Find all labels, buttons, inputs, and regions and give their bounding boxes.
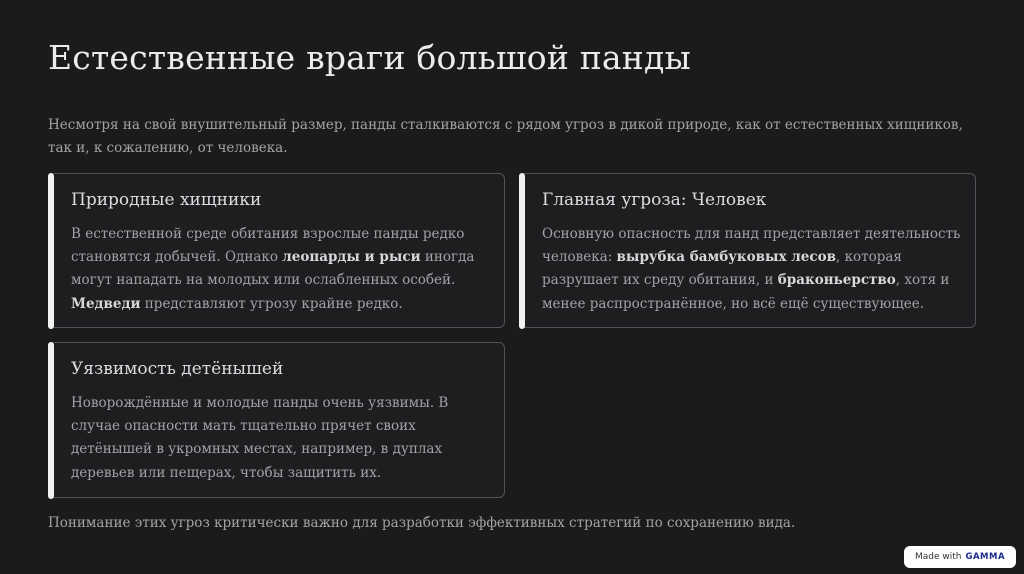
made-with-gamma-badge[interactable] [904,546,1016,568]
bold-phrase: вырубка бамбуковых лесов [616,249,836,266]
text-run: иногда могут нападать на молодых или ослабленных особей. [71,249,475,289]
card-title: Природные хищники [71,190,262,210]
card-accent-bar [519,173,525,329]
text-run: Основную опасность для панд представляет деятельность человека: [542,226,961,266]
text-run: Новорождённые и молодые панды очень уязвимы. В случае опасности мать тщательно прячет своих детёнышей в укромных местах, например, в дуплах деревьев или пещерах, чтобы защитить их. [71,395,449,481]
made-with-label: Made with [914,552,962,562]
gamma-logo: GAMMA [965,552,1006,562]
card-accent-bar [48,342,54,499]
text-run: представляют угрозу крайне редко. [140,295,403,312]
bold-phrase: леопарды и рыси [282,249,421,266]
card-title: Главная угроза: Человек [542,190,767,210]
card-cub-vulnerability [48,342,505,498]
text-run: , хотя и менее распространённое, но всё ещё существующее. [542,272,950,312]
text-run: , которая разрушает их среду обитания, и [542,249,902,289]
bold-phrase: Медведи [71,295,141,312]
text-run: В естественной среде обитания взрослые панды редко становятся добычей. Однако [71,226,465,266]
card-text [71,223,491,316]
card-accent-bar [48,173,54,329]
card-text [71,392,491,485]
card-natural-predators [48,173,505,328]
card-title: Уязвимость детёнышей [71,359,284,379]
footer-text: Понимание этих угроз критически важно для разработки эффективных стратегий по сохранению вида. [48,515,796,531]
bold-phrase: браконьерство [777,272,896,289]
slide-title: Естественные враги большой панды [48,38,691,77]
intro-text: Несмотря на свой внушительный размер, панды сталкиваются с рядом угроз в дикой природе, как от естественных хищников, так и, к сожалению, от человека. [48,117,963,156]
card-human-threat [519,173,976,328]
card-text [542,223,962,316]
